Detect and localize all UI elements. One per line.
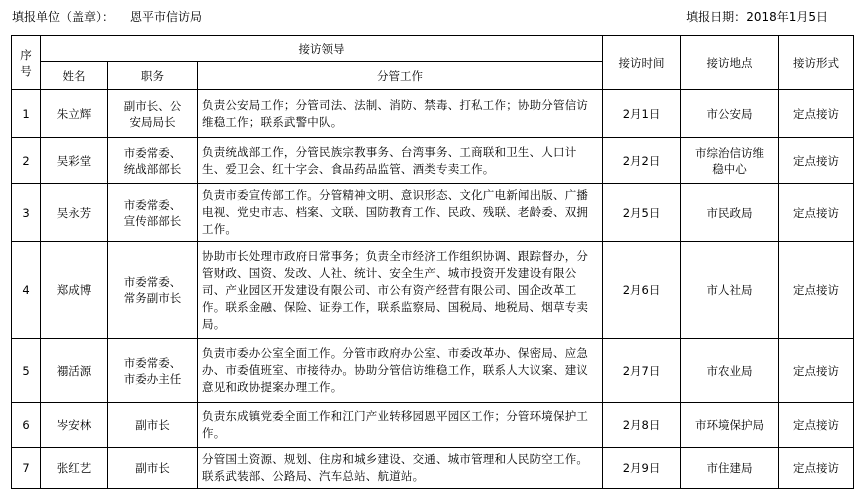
table-row [12, 448, 854, 489]
cell-index: 4 [12, 242, 41, 339]
date-label: 填报日期： [686, 10, 747, 24]
table-row [12, 90, 854, 138]
cell-time: 2月5日 [603, 184, 681, 242]
table-row [12, 242, 854, 339]
date-value: 2018年1月5日 [746, 10, 828, 24]
col-header-name: 姓名 [41, 62, 108, 90]
cell-location: 市公安局 [681, 90, 779, 138]
cell-form: 定点接访 [779, 403, 854, 448]
cell-duties: 协助市长处理市政府日常事务；负责全市经济工作组织协调、跟踪督办，分管财政、国资、发改、人社、统计、安全生产、城市投资开发建设有限公司、产业园区开发建设有限公司、市公有资产经营有限公司、国企改革工作。联系金融、保险、证券工作，联系监察局、国税局、地税局、烟草专卖局。 [198, 242, 603, 339]
cell-duties: 负责市委宣传部工作。分管精神文明、意识形态、文化广电新闻出版、广播电视、党史市志、档案、文联、国防教育工作、民政、残联、老龄委、双拥工作。 [198, 184, 603, 242]
cell-index: 2 [12, 138, 41, 184]
table-row [12, 184, 854, 242]
cell-time: 2月9日 [603, 448, 681, 489]
unit-label: 填报单位（盖章）： [12, 10, 115, 24]
table-row [12, 339, 854, 403]
cell-duties: 负责东成镇党委全面工作和江门产业转移园恩平园区工作；分管环境保护工作。 [198, 403, 603, 448]
table-row [12, 138, 854, 184]
cell-name: 吴彩堂 [41, 138, 108, 184]
cell-form: 定点接访 [779, 138, 854, 184]
cell-form: 定点接访 [779, 339, 854, 403]
cell-form: 定点接访 [779, 448, 854, 489]
table-row [12, 403, 854, 448]
cell-form: 定点接访 [779, 242, 854, 339]
cell-name: 禤活源 [41, 339, 108, 403]
cell-location: 市民政局 [681, 184, 779, 242]
report-unit [12, 8, 202, 25]
cell-time: 2月8日 [603, 403, 681, 448]
cell-duties: 分管国土资源、规划、住房和城乡建设、交通、城市管理和人民防空工作。联系武装部、公路局、汽车总站、航道站。 [198, 448, 603, 489]
col-header-location: 接访地点 [681, 36, 779, 90]
col-header-position: 职务 [108, 62, 198, 90]
cell-location: 市环境保护局 [681, 403, 779, 448]
cell-duties: 负责统战部工作，分管民族宗教事务、台湾事务、工商联和卫生、人口计生、爱卫会、红十字会、食品药品监管、酒类专卖工作。 [198, 138, 603, 184]
cell-location: 市综治信访维稳中心 [681, 138, 779, 184]
reception-schedule-table [11, 35, 854, 489]
cell-name: 岑安林 [41, 403, 108, 448]
cell-position: 副市长、公安局局长 [108, 90, 198, 138]
cell-index: 6 [12, 403, 41, 448]
cell-position: 市委常委、宣传部部长 [108, 184, 198, 242]
cell-duties: 负责公安局工作；分管司法、法制、消防、禁毒、打私工作；协助分管信访维稳工作；联系武警中队。 [198, 90, 603, 138]
col-header-leader-group: 接访领导 [41, 36, 603, 62]
cell-index: 5 [12, 339, 41, 403]
cell-position: 市委常委、常务副市长 [108, 242, 198, 339]
cell-time: 2月2日 [603, 138, 681, 184]
cell-name: 吴永芳 [41, 184, 108, 242]
col-header-form: 接访形式 [779, 36, 854, 90]
cell-time: 2月6日 [603, 242, 681, 339]
cell-position: 市委常委、统战部部长 [108, 138, 198, 184]
cell-duties: 负责市委办公室全面工作。分管市政府办公室、市委改革办、保密局、应急办、市委值班室、市接待办。协助分管信访维稳工作，联系人大议案、建议意见和政协提案办理工作。 [198, 339, 603, 403]
col-header-index: 序号 [12, 36, 41, 90]
col-header-time: 接访时间 [603, 36, 681, 90]
cell-location: 市人社局 [681, 242, 779, 339]
col-header-duties: 分管工作 [198, 62, 603, 90]
cell-index: 1 [12, 90, 41, 138]
cell-location: 市住建局 [681, 448, 779, 489]
cell-position: 副市长 [108, 448, 198, 489]
cell-location: 市农业局 [681, 339, 779, 403]
cell-index: 3 [12, 184, 41, 242]
cell-name: 朱立辉 [41, 90, 108, 138]
cell-form: 定点接访 [779, 184, 854, 242]
cell-time: 2月1日 [603, 90, 681, 138]
cell-name: 张红艺 [41, 448, 108, 489]
report-date [686, 8, 828, 25]
cell-index: 7 [12, 448, 41, 489]
cell-time: 2月7日 [603, 339, 681, 403]
cell-form: 定点接访 [779, 90, 854, 138]
report-header [0, 6, 862, 28]
cell-name: 郑成博 [41, 242, 108, 339]
cell-position: 市委常委、市委办主任 [108, 339, 198, 403]
cell-position: 副市长 [108, 403, 198, 448]
unit-value: 恩平市信访局 [130, 10, 203, 24]
